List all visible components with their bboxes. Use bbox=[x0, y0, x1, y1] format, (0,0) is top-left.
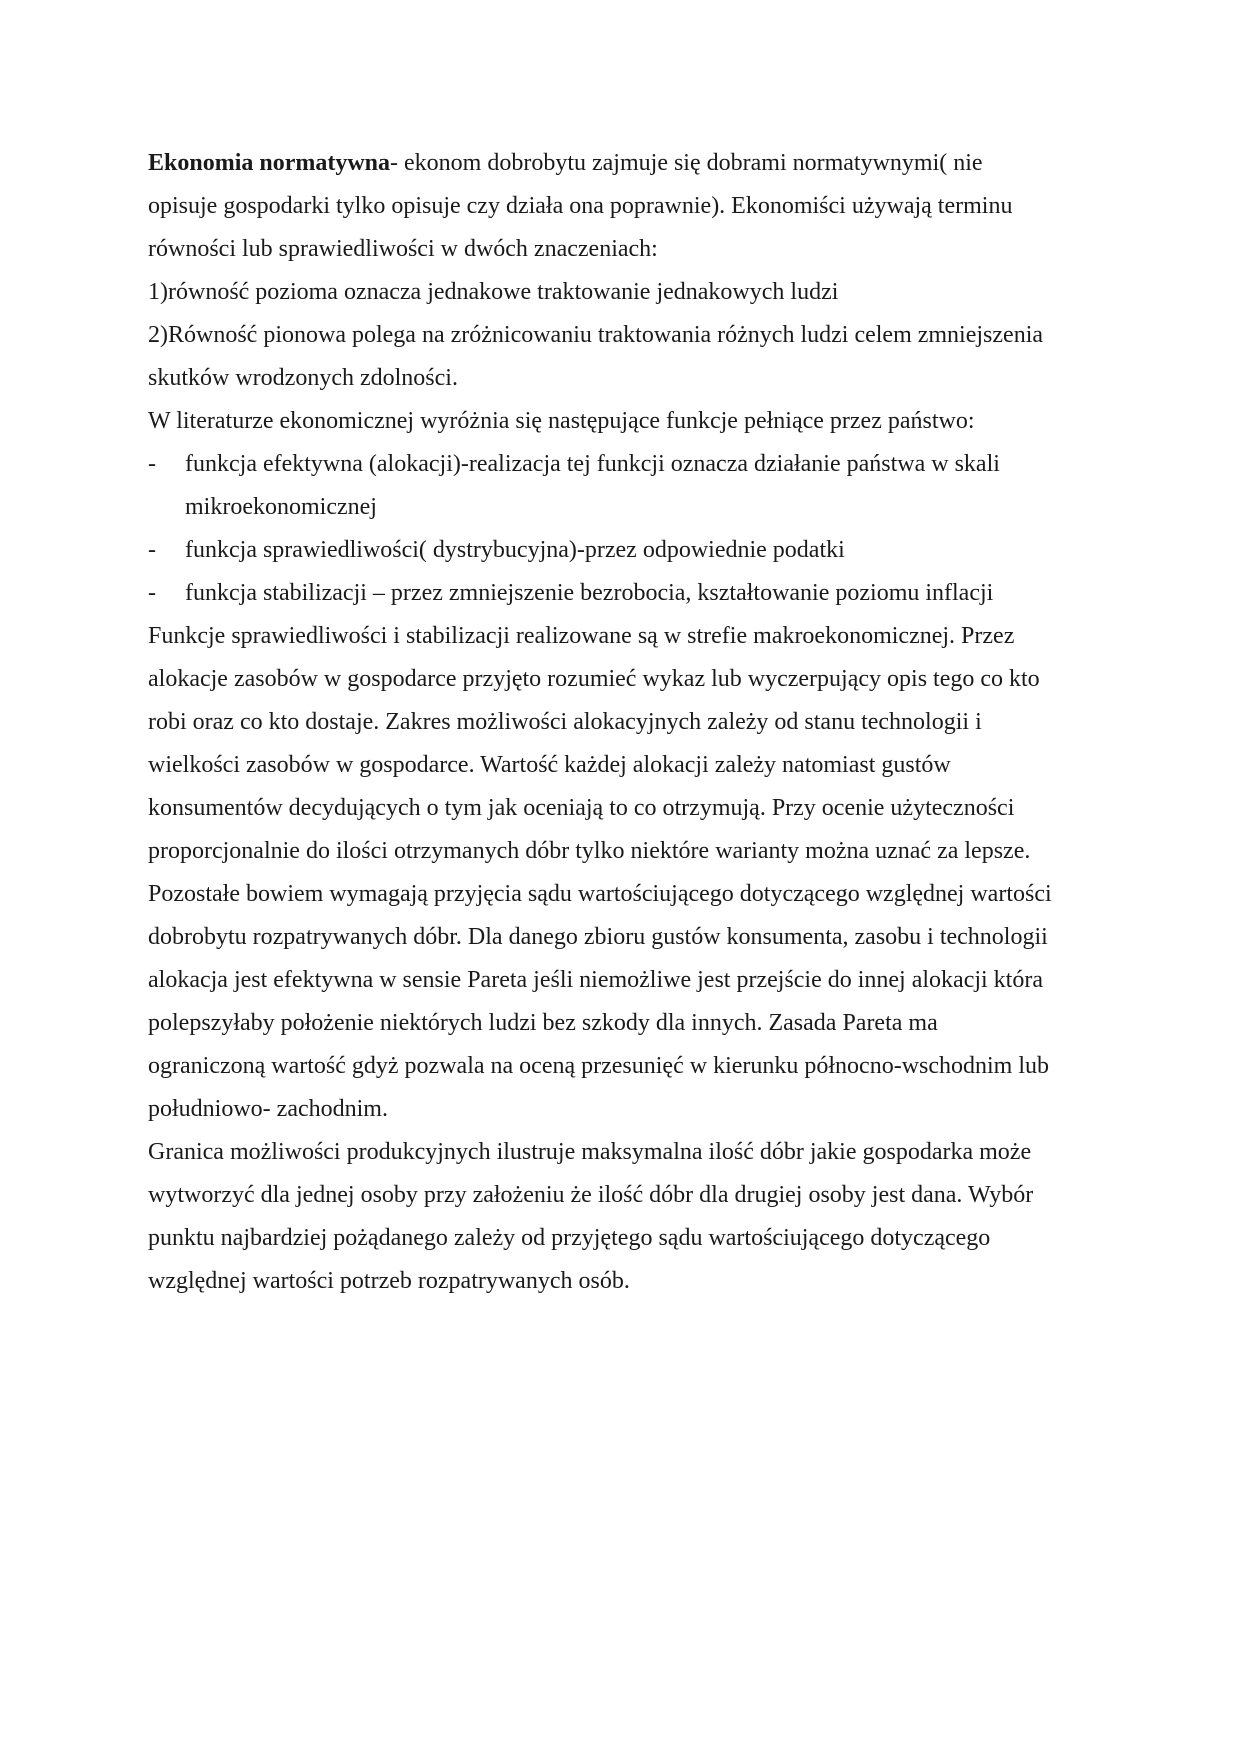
body-line-1: Funkcje sprawiedliwości i stabilizacji realizowane są w strefie makroekonomicznej. Przez bbox=[148, 623, 1015, 649]
body-line-16: względnej wartości potrzeb rozpatrywanych osób. bbox=[148, 1268, 630, 1294]
body-line-11: ograniczoną wartość gdyż pozwala na oceną przesunięć w kierunku północno-wschodnim lub bbox=[148, 1053, 1050, 1079]
body-line-10: polepszyłaby położenie niektórych ludzi bez szkody dla innych. Zasada Pareta ma bbox=[148, 1010, 938, 1036]
body-line-13: Granica możliwości produkcyjnych ilustruje maksymalna ilość dóbr jakie gospodarka może bbox=[148, 1139, 1032, 1165]
list-item-text: funkcja stabilizacji – przez zmniejszenie bezrobocia, kształtowanie poziomu inflacji bbox=[185, 580, 994, 606]
body-line-15: punktu najbardziej pożądanego zależy od przyjętego sądu wartościującego dotyczącego bbox=[148, 1225, 991, 1251]
body-line-2: alokacje zasobów w gospodarce przyjęto rozumieć wykaz lub wyczerpujący opis tego co kto bbox=[148, 666, 1040, 692]
list-item-stabilization bbox=[148, 572, 1093, 615]
body-line-3: robi oraz co kto dostaje. Zakres możliwości alokacyjnych zależy od stanu technologii i bbox=[148, 709, 982, 735]
definition-horizontal-equity: 1)równość pozioma oznacza jednakowe traktowanie jednakowych ludzi bbox=[148, 279, 839, 305]
body-line-4: wielkości zasobów w gospodarce. Wartość każdej alokacji zależy natomiast gustów bbox=[148, 752, 951, 778]
body-line-5: konsumentów decydujących o tym jak oceniają to co otrzymują. Przy ocenie użyteczności bbox=[148, 795, 1015, 821]
functions-intro: W literaturze ekonomicznej wyróżnia się następujące funkcje pełniące przez państwo: bbox=[148, 408, 975, 434]
intro-line-1 bbox=[148, 142, 1093, 185]
bullet-dash: - bbox=[148, 537, 156, 563]
body-line-9: alokacja jest efektywna w sensie Pareta jeśli niemożliwe jest przejście do innej alokacji która bbox=[148, 967, 1043, 993]
bullet-dash: - bbox=[148, 580, 156, 606]
intro-line-3: równości lub sprawiedliwości w dwóch znaczeniach: bbox=[148, 236, 658, 262]
definition-vertical-equity-cont: skutków wrodzonych zdolności. bbox=[148, 365, 458, 391]
body-line-8: dobrobytu rozpatrywanych dóbr. Dla danego zbioru gustów konsumenta, zasobu i technologii bbox=[148, 924, 1048, 950]
list-item-text: funkcja sprawiedliwości( dystrybucyjna)-przez odpowiednie podatki bbox=[185, 537, 845, 563]
list-item-distribution bbox=[148, 529, 1093, 572]
body-line-14: wytworzyć dla jednej osoby przy założeniu że ilość dóbr dla drugiej osoby jest dana. Wybór bbox=[148, 1182, 1034, 1208]
body-line-12: południowo- zachodnim. bbox=[148, 1096, 388, 1122]
list-item-efficiency-cont: mikroekonomicznej bbox=[185, 494, 377, 520]
bullet-dash: - bbox=[148, 451, 156, 477]
list-item-efficiency bbox=[148, 443, 1093, 486]
definition-vertical-equity: 2)Równość pionowa polega na zróżnicowaniu traktowania różnych ludzi celem zmniejszenia bbox=[148, 322, 1044, 348]
intro-line-2: opisuje gospodarki tylko opisuje czy działa ona poprawnie). Ekonomiści używają terminu bbox=[148, 193, 1013, 219]
list-item-text: funkcja efektywna (alokacji)-realizacja tej funkcji oznacza działanie państwa w skali bbox=[185, 451, 1000, 477]
body-line-6: proporcjonalnie do ilości otrzymanych dóbr tylko niektóre warianty można uznać za lepsze. bbox=[148, 838, 1031, 864]
body-line-7: Pozostałe bowiem wymagają przyjęcia sądu wartościującego dotyczącego względnej wartości bbox=[148, 881, 1052, 907]
intro-text: - ekonom dobrobytu zajmuje się dobrami normatywnymi( nie bbox=[390, 150, 983, 176]
heading-term: Ekonomia normatywna bbox=[148, 150, 391, 176]
document-page bbox=[148, 142, 1093, 1303]
